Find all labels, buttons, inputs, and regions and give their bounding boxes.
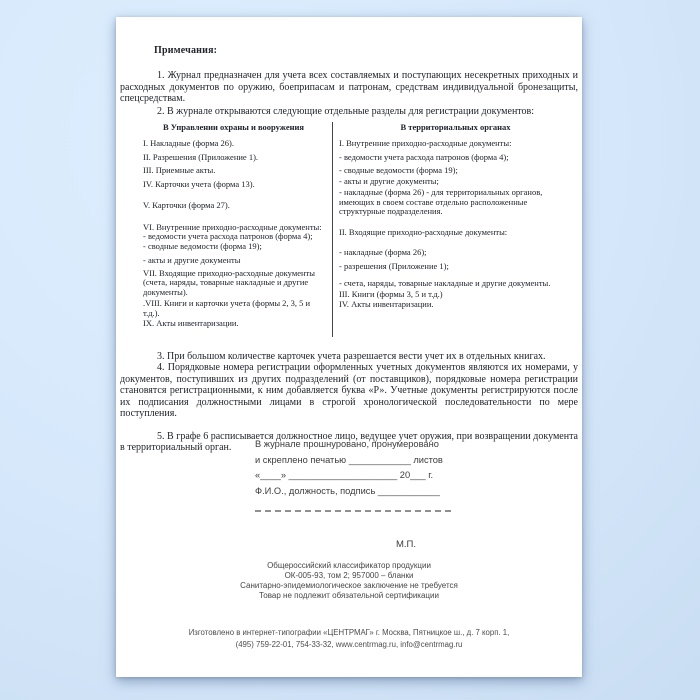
table-row: VI. Внутренние приходно-расходные документы: <box>143 221 322 232</box>
classifier-line: Санитарно-эпидемиологическое заключение не требуется <box>240 581 458 590</box>
note-paragraph-5: 5. В графе 6 расписывается должностное лицо, ведущее учет оружия, при возвращении документа в территориальный орган. <box>120 430 578 453</box>
signature-dash-line <box>255 510 451 512</box>
print-footer-line: Изготовлено в интернет-типографии «ЦЕНТРМАГ» г. Москва, Пятницкое ш., д. 7 корп. 1, <box>188 628 510 637</box>
table-row: II. Входящие приходно-расходные документы: <box>339 226 508 237</box>
certificate-line: и скреплено печатью ____________ листов <box>255 454 443 465</box>
table-row: - акты и другие документы; <box>339 175 439 186</box>
table-row: VII. Входящие приходно-расходные документы (счета, наряды, товарные накладные и другие документы). <box>143 267 315 297</box>
column-directorate-header: В Управлении охраны и вооружения <box>163 122 304 132</box>
classifier-line: Товар не подлежит обязательной сертификации <box>259 591 439 600</box>
classifier-block <box>116 561 582 601</box>
note-paragraph-2: 2. В журнале открываются следующие отдельные разделы для регистрации документов: <box>157 105 535 117</box>
print-footer-line: (495) 759-22-01, 754-33-32, www.centrmag.ru, info@centrmag.ru <box>235 639 463 649</box>
table-row: IV. Акты инвентаризации. <box>339 299 434 309</box>
table-row: I. Накладные (форма 26). <box>143 138 235 148</box>
table-row: III. Приемные акты. <box>143 165 216 175</box>
stamp-placeholder: М.П. <box>396 539 417 550</box>
registration-sections-table <box>120 122 578 337</box>
table-row: I. Внутренние приходно-расходные документы: <box>339 138 512 148</box>
table-row: - ведомости учета расхода патронов (форма 4); <box>339 151 509 162</box>
column-directorate <box>120 122 333 337</box>
table-row: V. Карточки (форма 27). <box>143 200 230 210</box>
document-page <box>116 17 582 677</box>
table-row: IX. Акты инвентаризации. <box>143 318 239 328</box>
print-footer <box>116 627 582 650</box>
table-row: - счета, наряды, товарные накладные и другие документы. <box>339 278 551 288</box>
table-row: IV. Карточки учета (форма 13). <box>143 178 255 189</box>
note-paragraph-4: 4. Порядковые номера регистрации оформленных учетных документов являются их номерами, у документов, поступивших из других подразделений (от поставщиков), порядковые номера регистрации становятся регистрационными, к ним добавляется буква «Р». Учетные документы регистрируются после их подписания должностными лицами в строгой хронологической последовательности по мере поступления. <box>120 362 578 419</box>
table-row: - ведомости учета расхода патронов (форма 4); <box>143 231 313 241</box>
certificate-line: В журнале прошнуровано, пронумеровано <box>255 439 439 449</box>
table-row: - накладные (форма 26) - для территориальных органов, имеющих в своем составе отдельно расположенные структурные подразделения. <box>339 187 543 216</box>
certificate-line: «____» _____________________ 20___ г. <box>255 470 434 480</box>
binding-certificate-block <box>255 437 465 512</box>
table-row: - сводные ведомости (форма 19); <box>339 165 458 175</box>
notes-title: Примечания: <box>154 45 218 56</box>
table-row: - накладные (форма 26); <box>339 247 427 257</box>
table-row: - разрешения (Приложение 1); <box>339 260 449 271</box>
column-territorial-header: В территориальных органах <box>400 122 511 132</box>
classifier-line: Общероссийский классификатор продукции <box>267 561 431 570</box>
classifier-line: ОК-005-93, том 2; 957000 – бланки <box>284 571 414 580</box>
certificate-line: Ф.И.О., должность, подпись ____________ <box>255 485 440 496</box>
column-territorial <box>333 122 578 337</box>
table-row: - сводные ведомости (форма 19); <box>143 240 262 251</box>
table-row: III. Книги (формы 3, 5 и т.д.) <box>339 288 443 299</box>
table-row: II. Разрешения (Приложение 1). <box>143 151 259 162</box>
table-row: - акты и другие документы <box>143 255 241 265</box>
note-paragraph-1: 1. Журнал предназначен для учета всех составляемых и поступающих несекретных приходных и расходных документов по оружию, боеприпасам и патронам, средствам индивидуальной бронезащиты, спецсредствам. <box>120 70 578 104</box>
note-paragraph-3: 3. При большом количестве карточек учета разрешается вести учет их в отдельных книгах. <box>157 350 546 362</box>
table-row: .VIII. Книги и карточки учета (формы 2, 3, 5 и т.д.). <box>143 298 311 318</box>
